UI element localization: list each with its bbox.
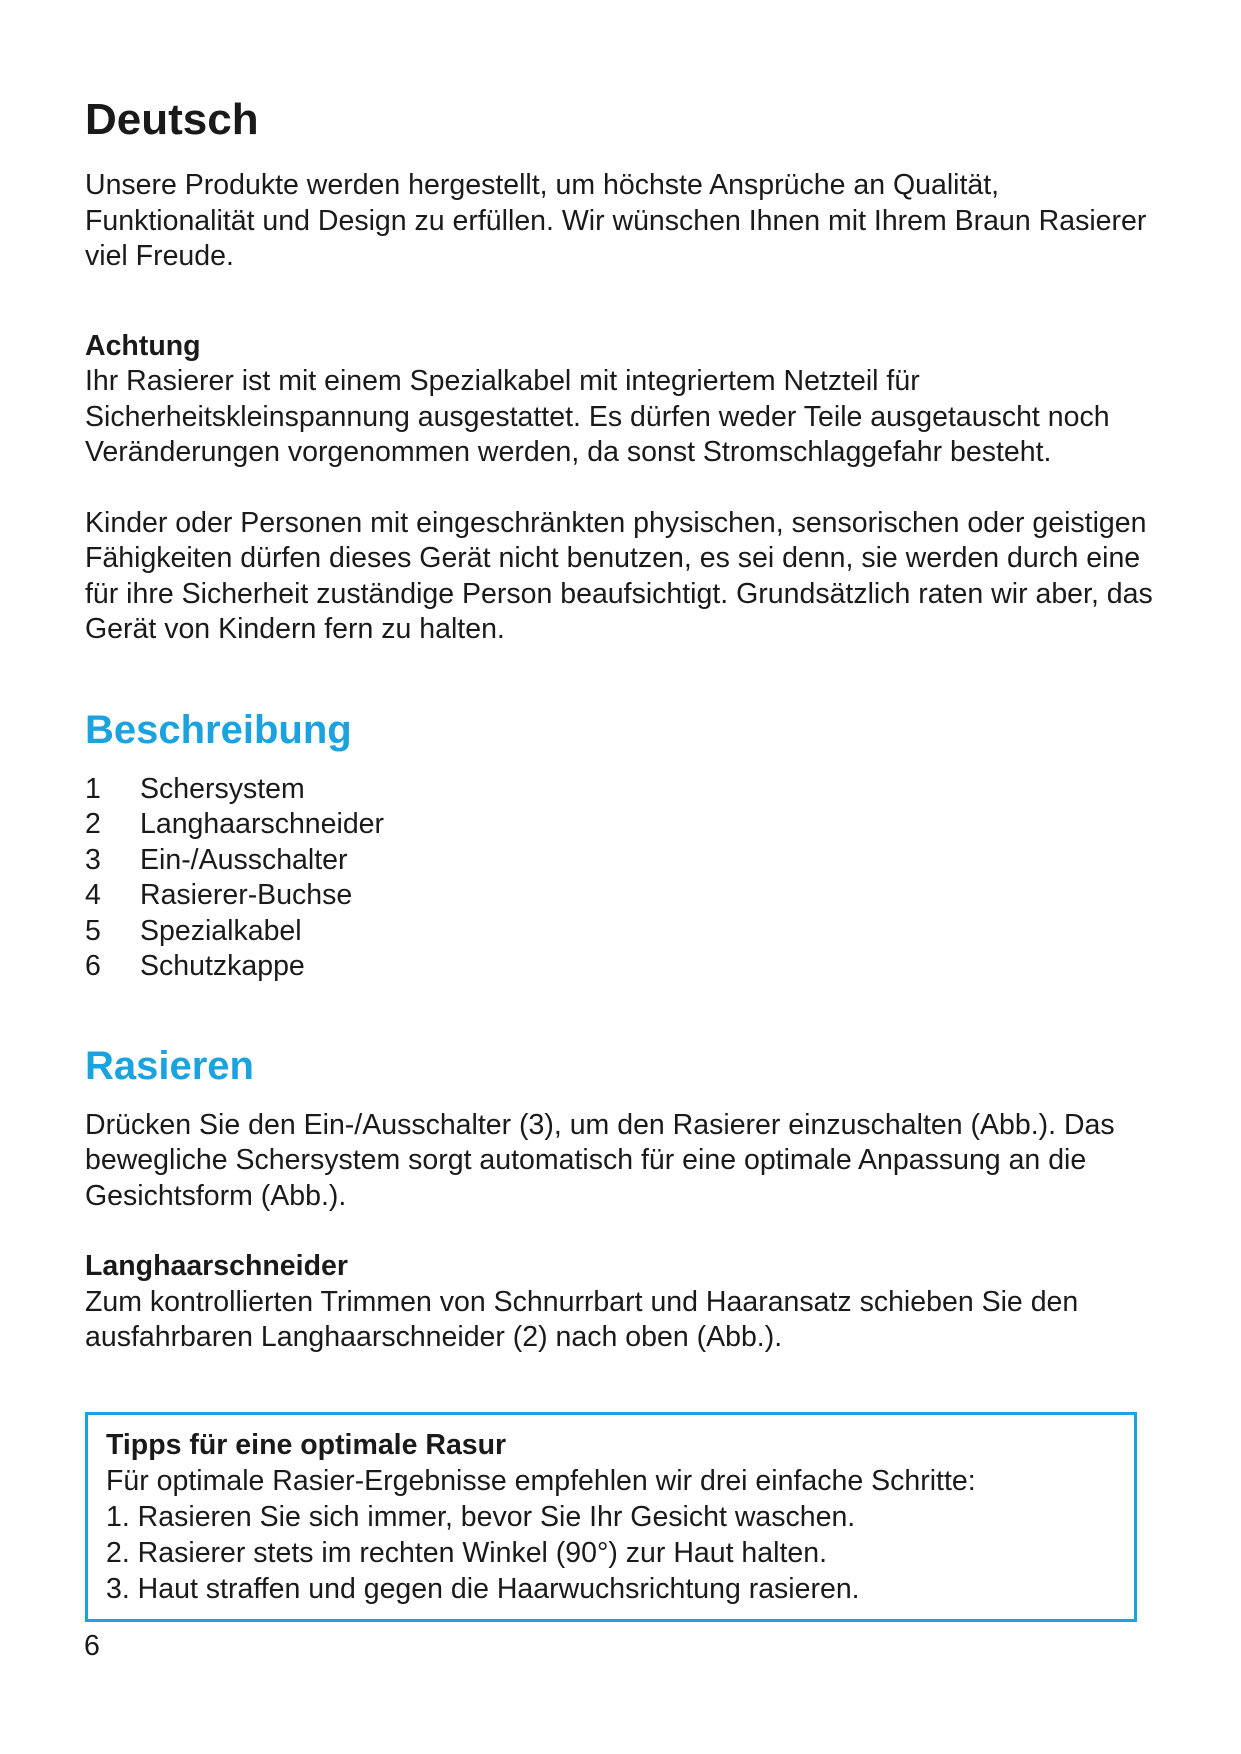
list-item: [85, 949, 1175, 985]
list-item-number: 4: [85, 879, 101, 911]
tips-intro: Für optimale Rasier-Ergebnisse empfehlen wir drei einfache Schritte:: [106, 1464, 976, 1497]
warning-paragraph: Ihr Rasierer ist mit einem Spezialkabel mit integriertem Netzteil für Sicherheitskleinspannung ausgestattet. Es dürfen weder Teile ausgetauscht noch Veränderungen vorgenommen werden, da sonst Stromschlaggefahr besteht.: [85, 365, 1110, 468]
trimmer-heading: Langhaarschneider: [85, 1250, 348, 1282]
page-number: 6: [84, 1630, 100, 1662]
children-notice-paragraph: Kinder oder Personen mit eingeschränkten physischen, sensorischen oder geistigen Fähigkeiten dürfen dieses Gerät nicht benutzen, es sei denn, sie werden durch eine für ihre Sicherheit zuständige Person beaufsichtigt. Grundsätzlich raten wir aber, das Gerät von Kindern fern zu halten.: [85, 506, 1153, 645]
list-item-label: Langhaarschneider: [140, 808, 385, 840]
list-item: [85, 772, 1175, 808]
tips-box: [85, 1412, 1137, 1622]
tips-step: 3. Haut straffen und gegen die Haarwuchsrichtung rasieren.: [106, 1572, 860, 1605]
description-section: [85, 706, 1175, 985]
trimmer-paragraph: Zum kontrollierten Trimmen von Schnurrbart und Haaransatz schieben Sie den ausfahrbaren Langhaarschneider (2) nach oben (Abb.).: [85, 1285, 1079, 1353]
page-title: Deutsch: [85, 95, 259, 144]
list-item-number: 1: [85, 772, 101, 805]
shaving-section: [85, 1042, 1175, 1356]
list-item: [85, 843, 1175, 879]
list-item-label: Ein-/Ausschalter: [140, 843, 348, 876]
parts-list: [85, 772, 1175, 985]
list-item: [85, 807, 1175, 843]
shaving-paragraph: Drücken Sie den Ein-/Ausschalter (3), um den Rasierer einzuschalten (Abb.). Das bewegliche Schersystem sorgt automatisch für eine optimale Anpassung an die Gesichtsform (Abb.).: [85, 1108, 1115, 1212]
list-item-label: Schersystem: [140, 772, 305, 805]
warning-section: [85, 329, 1175, 471]
shaving-heading: Rasieren: [85, 1043, 254, 1088]
description-heading: Beschreibung: [85, 707, 352, 752]
list-item: [85, 914, 1175, 950]
list-item-label: Spezialkabel: [140, 914, 302, 947]
list-item: [85, 878, 1175, 914]
list-item-number: 2: [85, 808, 101, 840]
list-item-number: 5: [85, 914, 101, 947]
list-item-label: Rasierer-Buchse: [140, 879, 353, 911]
tips-step: 2. Rasierer stets im rechten Winkel (90°) zur Haut halten.: [106, 1536, 828, 1569]
manual-page: [85, 92, 1175, 1622]
list-item-number: 6: [85, 950, 101, 982]
tips-heading: Tipps für eine optimale Rasur: [106, 1428, 507, 1461]
tips-step: 1. Rasieren Sie sich immer, bevor Sie Ihr Gesicht waschen.: [106, 1500, 856, 1533]
list-item-number: 3: [85, 843, 101, 876]
list-item-label: Schutzkappe: [140, 950, 305, 982]
intro-paragraph: Unsere Produkte werden hergestellt, um höchste Ansprüche an Qualität, Funktionalität und Design zu erfüllen. Wir wünschen Ihnen mit Ihrem Braun Rasierer viel Freude.: [85, 169, 1147, 272]
warning-heading: Achtung: [85, 329, 201, 362]
